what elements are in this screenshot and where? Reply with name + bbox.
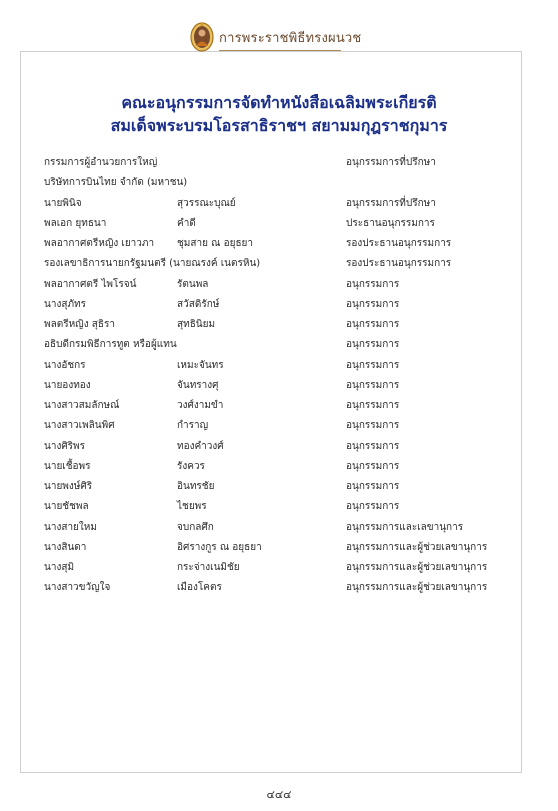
member-row <box>44 456 514 476</box>
member-surname: สุวรรณะบุณย์ <box>177 197 236 209</box>
member-row <box>44 355 514 375</box>
member-row <box>44 537 514 557</box>
member-role: อนุกรรมการ <box>346 400 400 411</box>
member-role: อนุกรรมการ <box>346 420 400 432</box>
member-surname: สวัสดิรักษ์ <box>177 298 220 310</box>
member-surname: สุทธินิยม <box>177 319 216 330</box>
member-surname: จบกลศึก <box>177 521 214 533</box>
member-row <box>44 557 514 577</box>
document-title-line-2: สมเด็จพระบรมโอรสาธิราชฯ สยามมกุฎราชกุมาร <box>110 116 448 135</box>
member-surname: เหมะจันทร <box>177 359 224 371</box>
member-role: อนุกรรมการที่ปรึกษา <box>346 197 436 209</box>
member-surname: คำดี <box>177 217 196 229</box>
member-role: รองประธานอนุกรรมการ <box>346 238 452 249</box>
member-row <box>44 253 514 273</box>
member-row <box>44 476 514 496</box>
member-name: นายพงษ์ศิริ <box>44 481 93 492</box>
page-header <box>190 22 361 52</box>
member-row <box>44 172 514 192</box>
member-role: อนุกรรมการ <box>346 481 400 492</box>
member-role: อนุกรรมการ <box>346 359 400 371</box>
member-role: อนุกรรมการ <box>346 339 400 351</box>
member-row <box>44 233 514 253</box>
member-name: นางศิริพร <box>44 440 86 452</box>
member-row <box>44 436 514 456</box>
member-surname: กระจ่างเนมิชัย <box>177 562 240 573</box>
member-row <box>44 213 514 233</box>
member-name: นายพินิจ <box>44 197 82 209</box>
member-row <box>44 152 514 172</box>
member-role: อนุกรรมการ <box>346 460 400 472</box>
member-name: นางสุภัทร <box>44 298 86 310</box>
member-role: อนุกรรมการ <box>346 501 400 513</box>
member-row <box>44 517 514 537</box>
member-row <box>44 375 514 395</box>
member-surname: รัตนพล <box>177 278 209 290</box>
member-surname: ชุมสาย ณ อยุธยา <box>177 238 254 249</box>
member-name: นายองทอง <box>44 379 91 391</box>
member-name: นางสาวขวัญใจ <box>44 582 111 594</box>
member-surname: ทองคำวงศ์ <box>177 440 224 452</box>
member-role: อนุกรรมการและผู้ช่วยเลขานุการ <box>346 541 488 553</box>
member-role: อนุกรรมการ <box>346 440 400 452</box>
member-surname: วงศ์งามขำ <box>177 400 224 411</box>
member-surname: อิศรางกูร ณ อยุธยา <box>177 541 262 553</box>
member-row <box>44 415 514 435</box>
member-name: รองเลขาธิการนายกรัฐมนตรี (นายณรงค์ เนตรหิน) <box>44 258 261 270</box>
member-surname: อินทรชัย <box>177 481 215 492</box>
member-row <box>44 314 514 334</box>
member-name: นายเชื้อพร <box>44 460 91 472</box>
member-role: อนุกรรมการและผู้ช่วยเลขานุการ <box>346 562 488 573</box>
member-name: นางสาวเพลินพิศ <box>44 420 115 432</box>
member-row <box>44 496 514 516</box>
member-name: พลอากาศตรี ไพโรจน์ <box>44 278 137 290</box>
member-name: พลเอก ยุทธนา <box>44 217 107 229</box>
member-row <box>44 395 514 415</box>
member-surname: กำราญ <box>177 420 209 432</box>
member-surname: เมืองโคตร <box>177 582 222 594</box>
member-name: นางอัชกร <box>44 359 86 371</box>
member-name: นางสายใหม <box>44 521 97 533</box>
member-surname: รังควร <box>177 460 205 472</box>
member-surname: จันทรางศุ <box>177 379 219 391</box>
header-underline <box>219 50 341 51</box>
member-role: รองประธานอนุกรรมการ <box>346 258 452 270</box>
member-row <box>44 577 514 597</box>
member-role: อนุกรรมการ <box>346 298 400 310</box>
member-row <box>44 294 514 314</box>
member-name: นางสาวสมลักษณ์ <box>44 400 120 411</box>
member-row <box>44 334 514 354</box>
member-name: บริษัทการบินไทย จำกัด (มหาชน) <box>44 177 188 189</box>
member-role: อนุกรรมการและผู้ช่วยเลขานุการ <box>346 582 488 594</box>
member-role: อนุกรรมการที่ปรึกษา <box>346 157 436 168</box>
member-role: อนุกรรมการ <box>346 278 400 290</box>
member-role: อนุกรรมการและเลขานุการ <box>346 521 464 533</box>
header-title: การพระราชพิธีทรงผนวช <box>219 30 362 46</box>
member-row <box>44 274 514 294</box>
member-role: อนุกรรมการ <box>346 379 400 391</box>
member-name: กรรมการผู้อำนวยการใหญ่ <box>44 157 158 168</box>
member-name: พลอากาศตรีหญิง เยาวภา <box>44 238 155 249</box>
member-name: นางสินดา <box>44 541 87 553</box>
member-name: นายชัชพล <box>44 501 89 513</box>
page-number: ๔๔๔ <box>266 788 292 801</box>
member-role: ประธานอนุกรรมการ <box>346 217 435 229</box>
member-surname: ไชยพร <box>177 501 207 513</box>
member-row <box>44 193 514 213</box>
member-name: พลตรีหญิง สุธิรา <box>44 319 115 330</box>
member-name: นางสุมิ <box>44 562 75 573</box>
member-name: อธิบดีกรมพิธีการทูต หรือผู้แทน <box>44 339 177 351</box>
royal-portrait-emblem-icon <box>190 22 214 52</box>
document-title-line-1: คณะอนุกรรมการจัดทำหนังสือเฉลิมพระเกียรติ <box>121 93 437 112</box>
member-role: อนุกรรมการ <box>346 319 400 330</box>
committee-member-list <box>44 152 514 598</box>
